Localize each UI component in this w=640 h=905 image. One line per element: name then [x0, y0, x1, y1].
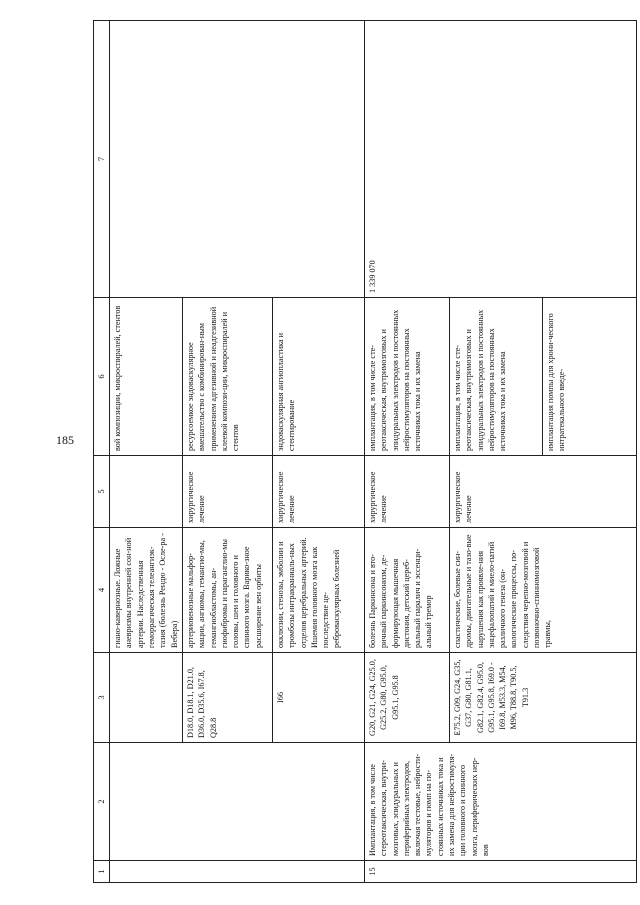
cell-method: ресурсоемкое эндоваскулярное вмешательство с комбинирован-ным применением адгезивной и неадгезивной клеевой компози-ции, микроспиралей и стентов	[182, 298, 272, 456]
cell-treatment: хирургическое лечение	[272, 456, 364, 528]
cell-method-a: имплантация, в том числе сте-реотаксическая, внутримозговых и эпидуральных электродов и постоянных нейростимуляторов на постоянных источниках тока и их замена	[450, 298, 543, 455]
cell-disease: спастические, болевые син-дромы, двигательные и тазо-вые нарушения как проявле-ния энцефалопатий и миело-патий различного генеза (он-кологические процессы, по-следствия черепно-мозговой и позвоночно-спинномозговой травмы,	[449, 528, 636, 653]
cell-mkb: I66	[272, 653, 364, 743]
medical-care-table	[93, 20, 637, 883]
header-row	[94, 21, 110, 883]
cell-treatment: хирургическое лечение	[364, 456, 449, 528]
col-header-1: 1	[94, 861, 110, 883]
cell-disease: окклюзии, стенозы, эмболии и тромбозы интракраниаль-ных отделов церебральных артерий. Ишемия головного мозга как последствие це-реброваскулярных болезней	[272, 528, 364, 653]
cell-method-group	[449, 298, 636, 456]
cell-num-empty	[110, 861, 365, 883]
col-header-6: 6	[94, 298, 110, 456]
cell-tariff: 1 339 070	[364, 21, 636, 298]
cell-treatment: хирургическое лечение	[182, 456, 272, 528]
rotated-table-container	[93, 21, 633, 883]
col-header-2: 2	[94, 743, 110, 861]
cell-mkb: D18.0, D18.1, D21.0, D36.0, D35.6, I67.8, Q28.8	[182, 653, 272, 743]
cell-disease: гиано-кавернозные. Ложные аневризмы внутренней сон-ной артерии. Наследственная геморрагическая телеангиэк-тазия (болезнь Рендю - Осле-ра - Вебера)	[110, 528, 183, 653]
page-number: 185	[56, 433, 74, 447]
cell-method: вой композиции, микроспиралей, стентов	[110, 298, 183, 456]
cell-mkb: E75.2, G09, G24, G35, G37, G80, G81.1, G82.1, G82.4, G95.0, G95.1, G95.8, I69.0 - I69.8, M53.3, M54, M96, T88.8, T90.5, T91.3	[449, 653, 636, 743]
cell-treatment-empty	[110, 456, 183, 528]
cell-treatment: хирургическое лечение	[449, 456, 636, 528]
cell-mkb: G20, G21, G24, G25.0, G25.2, G80, G95.0, G95.1, G95.8	[364, 653, 449, 743]
cell-disease: артериовенозные мальфор-мации, ангиомы, гемангио-мы, гемангиобластомы, ан-гиофибромы и параганглио-мы головы, шеи и головного и спинного мозга. Варико-зное расширение вен орбиты	[182, 528, 272, 653]
table-row	[110, 21, 183, 883]
cell-mkb-empty	[110, 653, 183, 743]
cell-disease: болезнь Паркинсона и вто-ричный паркинсонизм, де-формирующая мышечная дистония, детский цереб-ральный паралич и эссенци-альный тремор	[364, 528, 449, 653]
col-header-3: 3	[94, 653, 110, 743]
cell-method: имплантация, в том числе сте-реотаксическая, внутримозговых и эпидуральных электродов и постоянных нейростимуляторов на постоянных источниках тока и их замена	[364, 298, 449, 456]
row-number: 15	[364, 861, 636, 883]
col-header-5: 5	[94, 456, 110, 528]
cell-method: эндоваскулярная ангиопластика и стентирование	[272, 298, 364, 456]
cell-method-b: имплантация помпы для хрони-ческого интратекального введе-	[545, 313, 567, 451]
cell-procedure-name: Имплантация, в том числе стереотаксическая, внутри-мозговых, эпидуральных и периферийных электродов, включая тестовые, нейрости-муляторов и помп на по-стоянных источниках тока и их замена для нейростимуля-ции головного и спинного мозга, периферических нер-вов	[364, 743, 636, 861]
cell-tariff-empty	[110, 21, 365, 298]
col-header-7: 7	[94, 21, 110, 298]
col-header-4: 4	[94, 528, 110, 653]
table-row	[364, 21, 449, 883]
cell-name-empty	[110, 743, 365, 861]
